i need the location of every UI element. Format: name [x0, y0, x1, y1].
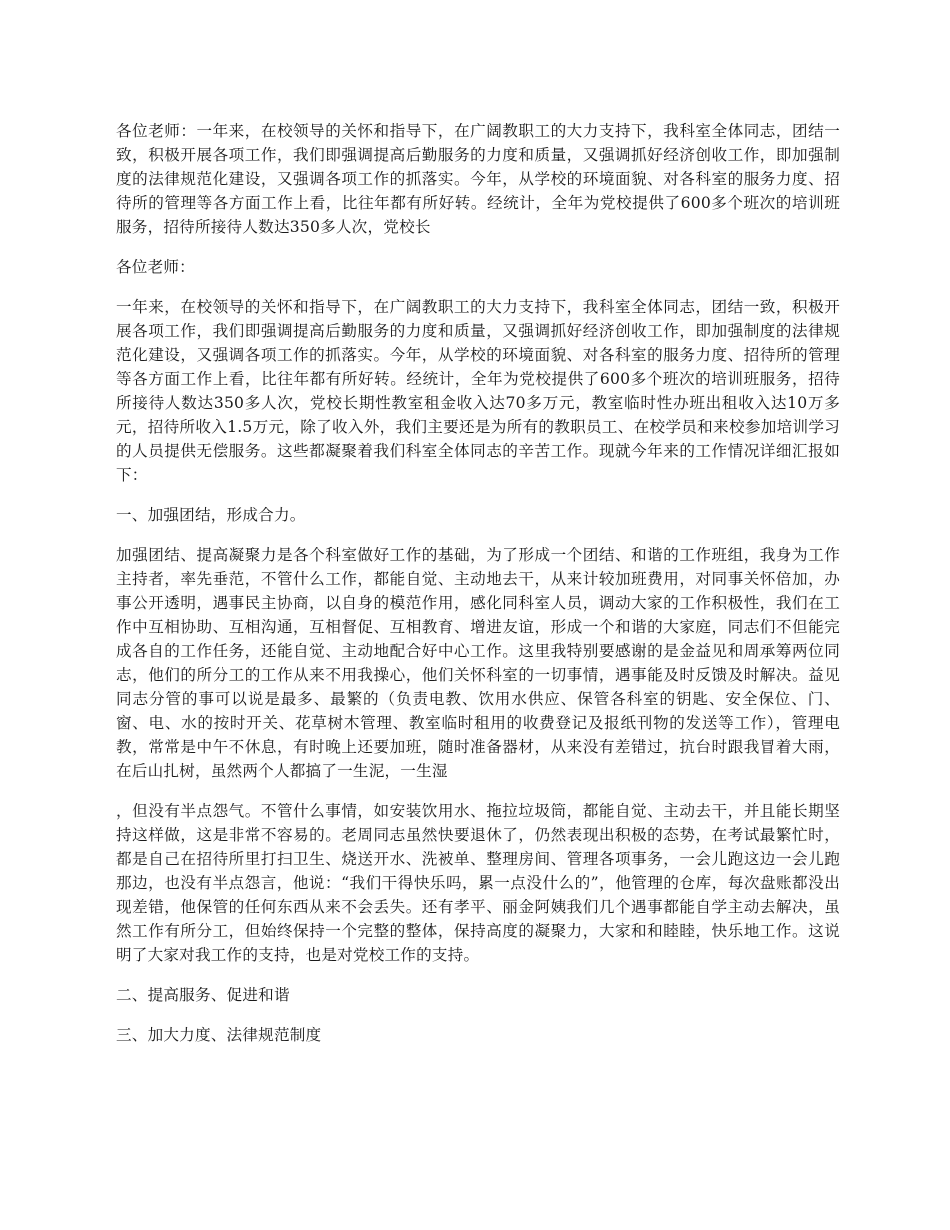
intro-excerpt-paragraph: 各位老师：一年来，在校领导的关怀和指导下，在广阔教职工的大力支持下，我科室全体同志，团结一致，积极开展各项工作，我们即强调提高后勤服务的力度和质量，又强调抓好经济创收工作，即加强制度的法律规范化建设，又强调各项工作的抓落实。今年，从学校的环境面貌、对各科室的服务力度、招待所的管理等各方面工作上看，比往年都有所好转。经统计，全年为党校提供了600多个班次的培训班服务，招待所接待人数达350多人次，党校长: [116, 122, 840, 236]
unity-paragraph-continued: ，但没有半点怨气。不管什么事情，如安装饮用水、拖拉垃圾筒，都能自觉、主动去干，并且能长期坚持这样做，这是非常不容易的。老周同志虽然快要退休了，仍然表现出积极的态势，在考试最繁忙时，都是自己在招待所里打扫卫生、烧送开水、洗被单、整理房间、管理各项事务，一会儿跑这边一会儿跑那边，也没有半点怨言，他说：“我们干得快乐吗，累一点没什么的”，他管理的仓库，每次盘账都没出现差错，他保管的任何东西从来不会丢失。还有孝平、丽金阿姨我们几个遇事都能自学主动去解决，虽然工作有所分工，但始终保持一个完整的整体，保持高度的凝聚力，大家和和睦睦，快乐地工作。这说明了大家对我工作的支持，也是对党校工作的支持。: [116, 802, 840, 964]
section-heading-regulation: 三、加大力度、法律规范制度: [116, 1026, 322, 1044]
unity-paragraph: 加强团结、提高凝聚力是各个科室做好工作的基础，为了形成一个团结、和谐的工作班组，我身为工作主持者，率先垂范，不管什么工作，都能自觉、主动地去干，从来计较加班费用，对同事关怀倍加，办事公开透明，遇事民主协商，以自身的模范作用，感化同科室人员，调动大家的工作积极性，我们在工作中互相协助、互相沟通，互相督促、互相教育、增进友谊，形成一个和谐的大家庭，同志们不但能完成各自的工作任务，还能自觉、主动地配合好中心工作。这里我特别要感谢的是金益见和周承筹两位同志，他们的所分工的工作从来不用我操心，他们关怀科室的一切事情，遇事能及时反馈及时解决。益见同志分管的事可以说是最多、最繁的（负责电教、饮用水供应、保管各科室的钥匙、安全保位、门、窗、电、水的按时开关、花草树木管理、教室临时租用的收费登记及报纸刊物的发送等工作），管理电教，常常是中午不休息，有时晚上还要加班，随时准备器材，从来没有差错过，抗台时跟我冒着大雨，在后山扎树，虽然两个人都搞了一生泥，一生湿: [116, 546, 840, 780]
opening-paragraph: 一年来，在校领导的关怀和指导下，在广阔教职工的大力支持下，我科室全体同志，团结一致，积极开展各项工作，我们即强调提高后勤服务的力度和质量，又强调抓好经济创收工作，即加强制度的法律规范化建设，又强调各项工作的抓落实。今年，从学校的环境面貌、对各科室的服务力度、招待所的管理等各方面工作上看，比往年都有所好转。经统计，全年为党校提供了600多个班次的培训班服务，招待所接待人数达350多人次，党校长期性教室租金收入达70多万元，教室临时性办班出租收入达10万多元，招待所收入1.5万元，除了收入外，我们主要还是为所有的教职员工、在校学员和来校参加培训学习的人员提供无偿服务。这些都凝聚着我们科室全体同志的辛苦工作。现就今年来的工作情况详细汇报如下：: [116, 298, 840, 484]
salutation: 各位老师：: [116, 258, 195, 276]
document-body: [116, 119, 840, 1063]
section-heading-unity: 一、加强团结，形成合力。: [116, 506, 306, 524]
section-heading-service: 二、提高服务、促进和谐: [116, 986, 290, 1004]
